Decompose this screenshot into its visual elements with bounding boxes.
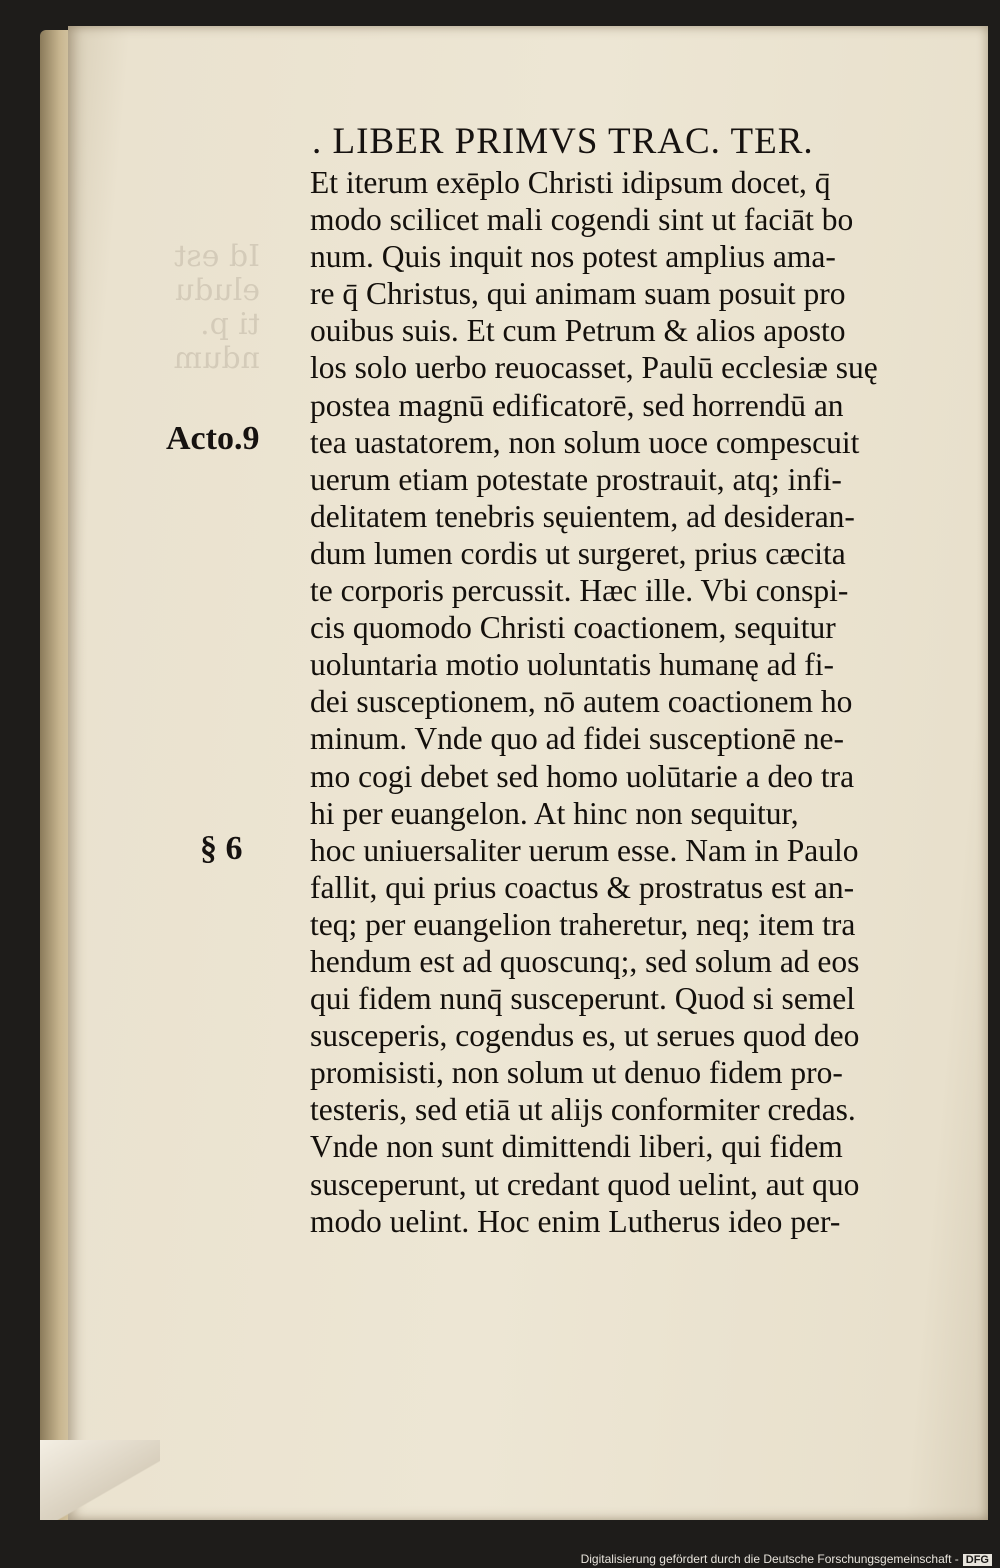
text-line: mo cogi debet sed homo uolūtarie a deo tra <box>310 758 855 794</box>
show-through-text: Id est eludu ti p. ndum <box>173 239 260 376</box>
text-line: ouibus suis. Et cum Petrum & alios aposto <box>310 313 846 349</box>
digitization-credit <box>581 1552 992 1566</box>
text-line: hoc uniuersaliter uerum esse. Nam in Paulo <box>310 832 859 868</box>
text-line: minum. Vnde quo ad fidei susceptionē ne- <box>310 721 844 757</box>
marginal-note-section: § 6 <box>200 830 243 867</box>
marginal-note-acts: Acto.9 <box>166 420 260 457</box>
text-line: Et iterum exēplo Christi idipsum docet, q̄ <box>310 165 831 200</box>
text-line: promisisti, non solum ut denuo fidem pro- <box>310 1055 843 1091</box>
text-line: delitatem tenebris sęuientem, ad desideran- <box>310 498 855 534</box>
text-line: modo scilicet mali cogendi sint ut faciāt bo <box>310 202 854 238</box>
credit-text: Digitalisierung gefördert durch die Deutsche Forschungsgemeinschaft - <box>580 1552 959 1566</box>
dfg-logo: DFG <box>963 1554 992 1566</box>
text-line: qui fidem nunq̄ susceperunt. Quod si semel <box>310 981 856 1017</box>
text-line: hendum est ad quoscunq;, sed solum ad eos <box>310 943 860 979</box>
text-line: num. Quis inquit nos potest amplius ama- <box>310 239 836 275</box>
text-line: Vnde non sunt dimittendi liberi, qui fidem <box>310 1129 843 1165</box>
text-line: cis quomodo Christi coactionem, sequitur <box>310 610 836 646</box>
text-line: susceperunt, ut credant quod uelint, aut quo <box>310 1166 860 1202</box>
text-line: dei susceptionem, nō autem coactionem ho <box>310 684 853 720</box>
text-line: te corporis percussit. Hæc ille. Vbi conspi- <box>310 573 849 609</box>
running-head: . LIBER PRIMVS TRAC. TER. <box>312 121 814 162</box>
text-line: testeris, sed etiā ut alijs conformiter credas. <box>310 1092 856 1128</box>
text-line: uoluntaria motio uoluntatis humanę ad fi- <box>310 647 835 683</box>
text-line: dum lumen cordis ut surgeret, prius cæcita <box>310 535 846 571</box>
text-line: fallit, qui prius coactus & prostratus est an- <box>310 869 855 905</box>
text-line: hi per euangelon. At hinc non sequitur, <box>310 795 799 831</box>
text-line: los solo uerbo reuocasset, Paulū ecclesiæ suę <box>310 350 878 386</box>
page-corner <box>40 1440 160 1520</box>
text-line: postea magnū edificatorē, sed horrendū an <box>310 387 844 423</box>
text-line: re q̄ Christus, qui animam suam posuit pro <box>310 276 846 312</box>
text-line: modo uelint. Hoc enim Lutherus ideo per- <box>310 1203 841 1239</box>
text-line: susceperis, cogendus es, ut serues quod deo <box>310 1018 860 1054</box>
text-line: uerum etiam potestate prostrauit, atq; infi- <box>310 461 842 497</box>
text-line: tea uastatorem, non solum uoce compescuit <box>310 424 860 460</box>
body-text <box>310 164 940 1240</box>
text-line: teq; per euangelion traheretur, neq; item tra <box>310 906 856 942</box>
